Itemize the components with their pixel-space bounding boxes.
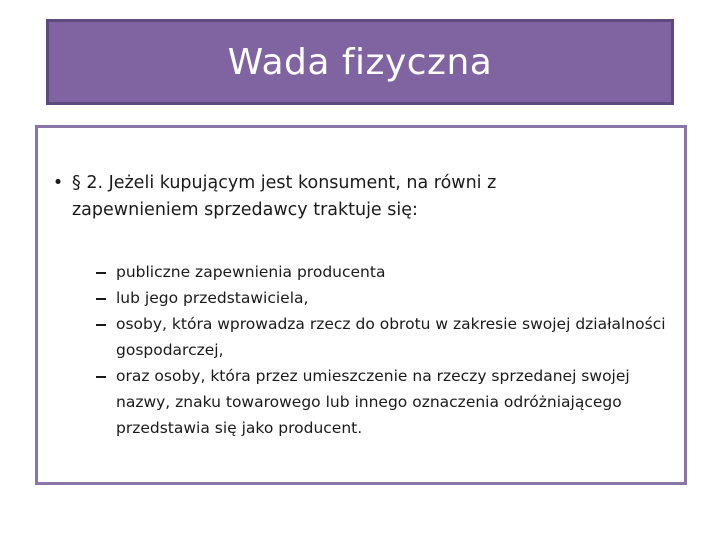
main-bullet [44, 170, 604, 224]
sub-bullet-item [96, 259, 682, 285]
slide-title: Wada fizyczna [227, 41, 493, 83]
sub-bullet-item [96, 311, 682, 363]
sub-bullet-text: osoby, która wprowadza rzecz do obrotu w zakresie swojej działalności gospodarczej, [116, 315, 666, 359]
main-bullet-text: § 2. Jeżeli kupującym jest konsument, na równi z zapewnieniem sprzedawcy traktuje się: [72, 173, 497, 220]
dash-marker [96, 259, 107, 285]
dash-marker [96, 285, 107, 311]
title-box [46, 19, 674, 105]
content-box [35, 125, 687, 485]
sub-bullet-item [96, 285, 682, 311]
sub-bullet-item [96, 363, 682, 441]
sub-bullet-text: lub jego przedstawiciela, [116, 289, 309, 307]
sub-bullet-list [96, 259, 682, 441]
dash-marker [96, 363, 107, 441]
bullet-marker: • [52, 173, 64, 193]
sub-bullet-text: oraz osoby, która przez umieszczenie na rzeczy sprzedanej swojej nazwy, znaku towarowego lub innego oznaczenia odróżniającego przedstawia się jako producent. [116, 367, 630, 437]
sub-bullet-text: publiczne zapewnienia producenta [116, 263, 386, 281]
dash-marker [96, 311, 107, 363]
